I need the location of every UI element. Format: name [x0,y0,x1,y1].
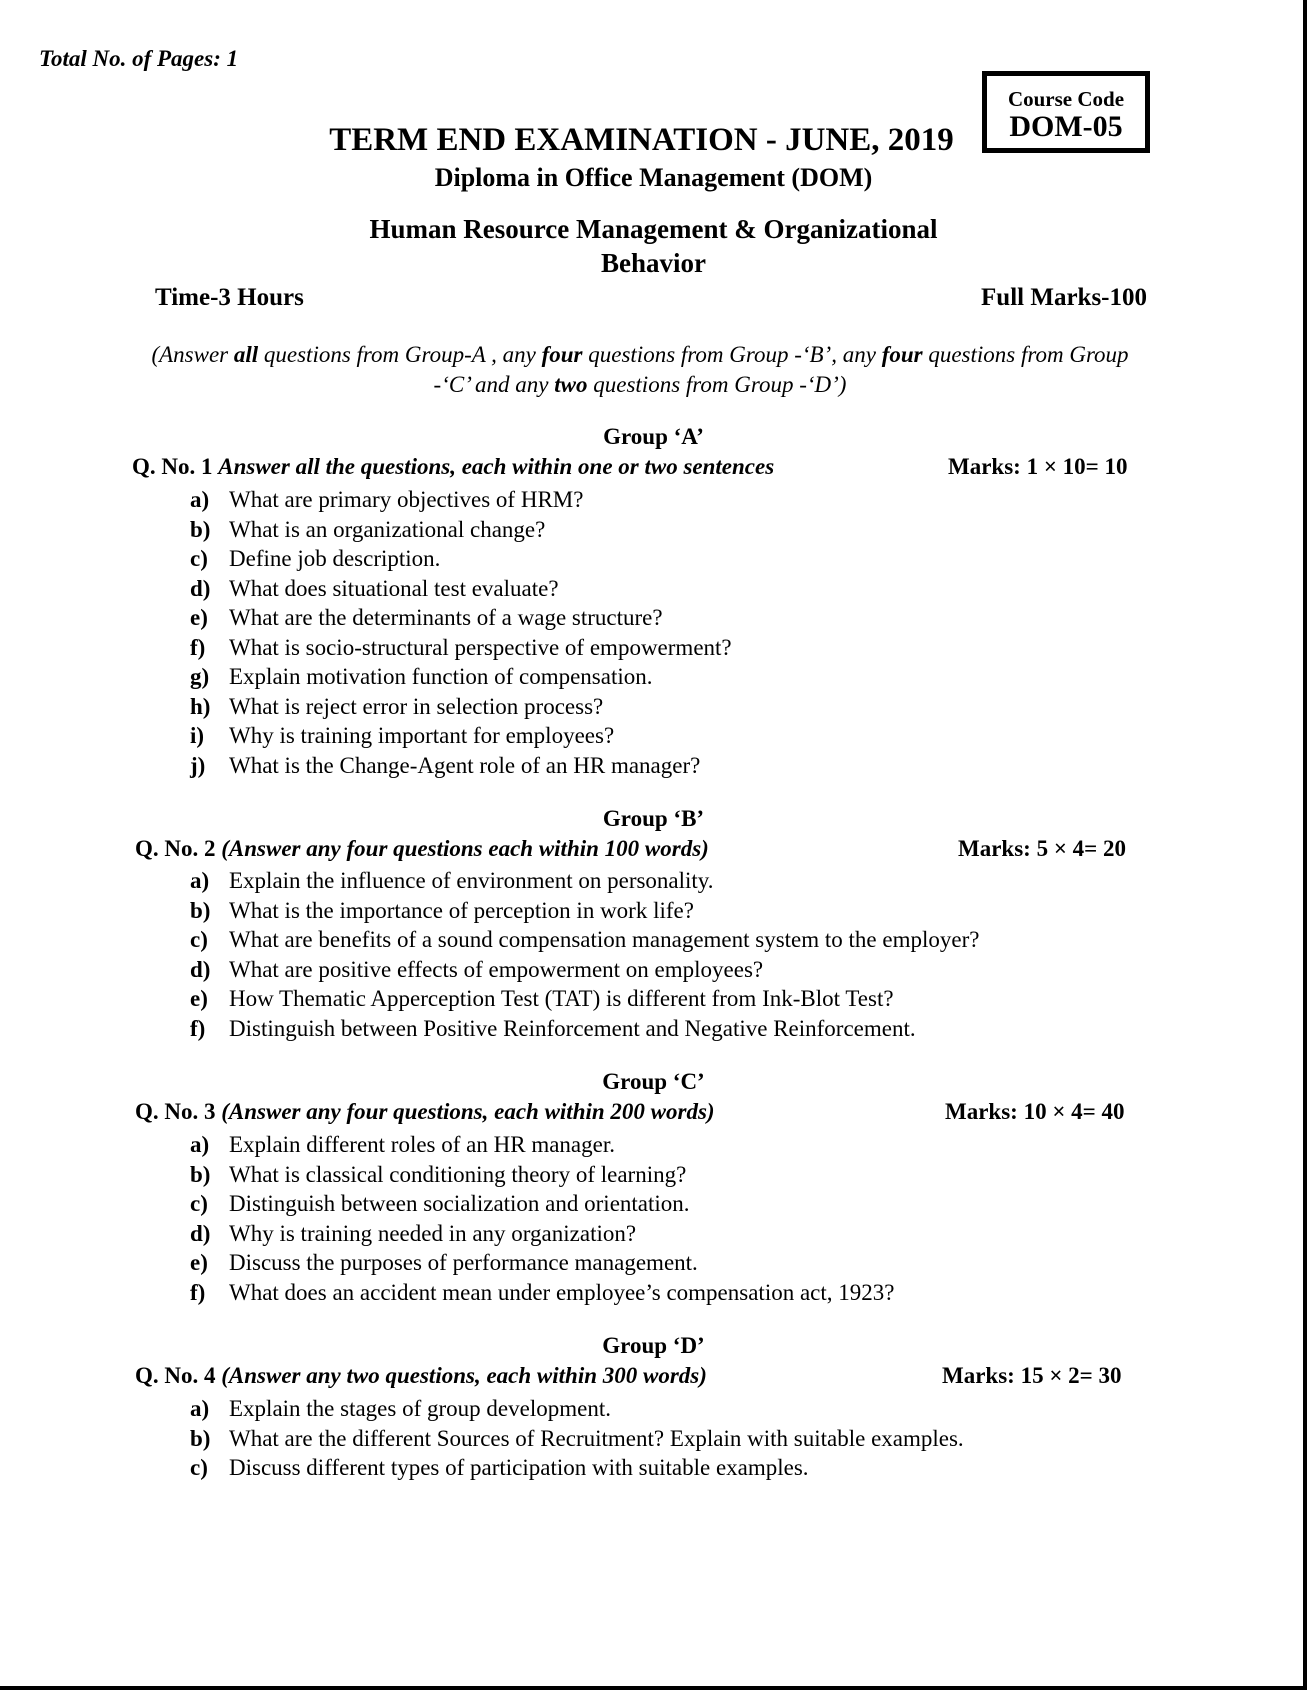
item-text: Discuss the purposes of performance management. [229,1250,698,1275]
exam-title-text: TERM END EXAMINATION - JUNE, 2019 [329,122,954,158]
item-text: What is classical conditioning theory of learning? [229,1161,687,1187]
item-letter: b) [190,897,211,923]
item-letter: c) [190,1191,208,1216]
item-text: What is an organizational change? [229,516,546,542]
exam-title [0,122,1307,159]
item-letter: h) [190,693,211,719]
item-text: What are the determinants of a wage structure? [229,605,663,630]
list-item [190,1278,894,1308]
list-item [190,662,732,692]
item-letter: i) [190,723,205,748]
group-c-heading: Group ‘C’ [602,1069,705,1094]
item-letter: f) [190,1015,206,1041]
item-letter: d) [190,1220,211,1246]
item-text: Explain motivation function of compensation. [229,664,653,689]
instr-text: questions from Group-A , any [258,342,542,367]
item-letter: a) [190,1132,210,1157]
list-item [190,1189,894,1219]
group-a-questions [190,485,732,780]
group-d-questions [190,1394,964,1483]
instr-text: (Answer [151,342,234,367]
item-text: What are primary objectives of HRM? [229,487,584,512]
item-text: Why is training needed in any organization? [229,1220,637,1246]
instr-emphasis: two [554,372,588,397]
group-b-heading: Group ‘B’ [602,806,705,831]
item-text: What does situational test evaluate? [229,575,559,601]
item-letter: e) [190,1250,208,1275]
question-instruction: (Answer any four questions, each within 200 words) [221,1099,715,1124]
item-letter: g) [190,664,210,689]
question-4-line [135,1363,707,1389]
item-letter: e) [190,986,208,1011]
item-text: Explain different roles of an HR manager. [229,1132,615,1157]
item-letter: b) [190,1161,211,1187]
item-text: Discuss different types of participation with suitable examples. [229,1455,809,1480]
instr-emphasis: all [233,342,259,367]
list-item [190,544,732,574]
question-1-marks: Marks: 1 × 10= 10 [948,454,1128,479]
instr-text: questions from Group -‘C’ and any [433,342,1129,397]
list-item [190,925,979,955]
list-item [190,896,979,926]
list-item [190,1453,964,1483]
question-4-marks: Marks: 15 × 2= 30 [942,1363,1122,1388]
item-letter: a) [190,487,210,512]
instr-emphasis: four [881,342,923,367]
list-item [190,633,732,663]
item-text: Define job description. [229,546,441,571]
item-text: What are positive effects of empowerment on employees? [229,956,764,982]
item-text: Explain the influence of environment on personality. [229,868,714,893]
list-item [190,515,732,545]
item-text: How Thematic Apperception Test (TAT) is different from Ink-Blot Test? [229,986,894,1011]
item-text: What are benefits of a sound compensation management system to the employer? [229,927,980,952]
subject-line-2: Behavior [601,248,706,278]
subject-line-1: Human Resource Management & Organizational [369,214,938,244]
program-name: Diploma in Office Management (DOM) [434,163,873,192]
list-item [190,1394,964,1424]
page-border-bottom [0,1686,1307,1690]
instr-text: questions from Group -‘B’, any [582,342,882,367]
question-2-line [135,836,709,862]
item-letter: a) [190,1396,210,1421]
item-text: What is socio-structural perspective of empowerment? [229,634,732,660]
item-letter: e) [190,605,208,630]
item-letter: j) [190,752,206,778]
item-text: Distinguish between socialization and orientation. [229,1191,690,1216]
list-item [190,574,732,604]
instr-emphasis: four [541,342,583,367]
item-text: What are the different Sources of Recruitment? Explain with suitable examples. [229,1425,964,1451]
question-3-marks: Marks: 10 × 4= 40 [945,1099,1125,1124]
list-item [190,1248,894,1278]
item-text: Explain the stages of group development. [229,1396,611,1421]
group-a-heading: Group ‘A’ [603,424,704,449]
item-text: What is the importance of perception in work life? [229,897,694,923]
group-b-questions [190,866,979,1043]
group-d-heading: Group ‘D’ [602,1333,705,1358]
question-number: Q. No. 2 [135,836,216,861]
item-letter: b) [190,1425,211,1451]
item-letter: b) [190,516,211,542]
question-number: Q. No. 1 [132,454,213,479]
list-item [190,603,732,633]
question-number: Q. No. 4 [135,1363,216,1388]
item-letter: f) [190,634,206,660]
question-3-line [135,1099,715,1125]
question-instruction: (Answer any two questions, each within 300 words) [221,1363,707,1388]
instr-text: questions from Group -‘D’) [587,372,847,397]
item-letter: a) [190,868,210,893]
question-2-marks: Marks: 5 × 4= 20 [958,836,1127,861]
item-letter: d) [190,575,211,601]
question-instruction: (Answer any four questions each within 100 words) [221,836,709,861]
item-text: What is the Change-Agent role of an HR manager? [229,752,701,778]
list-item [190,485,732,515]
item-letter: d) [190,956,211,982]
item-text: Why is training important for employees? [229,723,615,748]
total-pages: Total No. of Pages: 1 [39,46,239,71]
exam-duration: Time-3 Hours [155,284,304,311]
item-letter: c) [190,546,208,571]
list-item [190,984,979,1014]
course-code-label: Course Code [1007,87,1125,111]
item-text: What is reject error in selection process? [229,693,604,719]
course-code-value: DOM-05 [1009,110,1123,143]
list-item [190,692,732,722]
item-letter: f) [190,1279,206,1305]
list-item [190,1219,894,1249]
list-item [190,751,732,781]
question-instruction: Answer all the questions, each within one or two sentences [218,454,775,479]
list-item [190,1130,894,1160]
list-item [190,955,979,985]
list-item [190,866,979,896]
item-letter: c) [190,927,208,952]
item-text: What does an accident mean under employee’s compensation act, 1923? [229,1279,895,1305]
list-item [190,1014,979,1044]
list-item [190,721,732,751]
question-number: Q. No. 3 [135,1099,216,1124]
instructions [150,340,1130,400]
group-c-questions [190,1130,894,1307]
item-letter: c) [190,1455,208,1480]
item-text: Distinguish between Positive Reinforcement and Negative Reinforcement. [229,1015,916,1041]
list-item [190,1424,964,1454]
full-marks: Full Marks-100 [981,284,1147,311]
question-1-line [132,454,774,480]
list-item [190,1160,894,1190]
